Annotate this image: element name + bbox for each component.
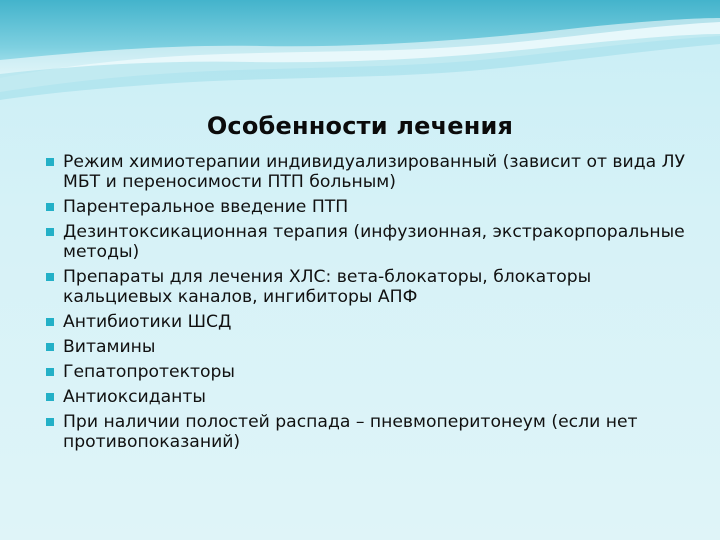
list-item: [44, 152, 704, 192]
square-bullet-icon: [46, 273, 54, 281]
square-bullet-icon: [46, 318, 54, 326]
bullet-text: Витамины: [63, 337, 156, 357]
slide-title: Особенности лечения: [206, 112, 514, 140]
square-bullet-icon: [46, 368, 54, 376]
bullet-text: Гепатопротекторы: [63, 362, 235, 382]
square-bullet-icon: [46, 228, 54, 236]
list-item: [44, 412, 704, 452]
bullet-text: Антиоксиданты: [63, 387, 206, 407]
square-bullet-icon: [46, 418, 54, 426]
list-item: [44, 337, 704, 357]
bullet-text: Парентеральное введение ПТП: [63, 197, 349, 217]
list-item: [44, 362, 704, 382]
bullet-text: При наличии полостей распада – пневмоперитонеум (если нет противопоказаний): [63, 412, 638, 452]
square-bullet-icon: [46, 203, 54, 211]
bullet-text: Дезинтоксикационная терапия (инфузионная, экстракорпоральные методы): [63, 222, 685, 262]
list-item: [44, 312, 704, 332]
square-bullet-icon: [46, 343, 54, 351]
bullet-text: Препараты для лечения ХЛС: вета-блокаторы, блокаторы кальциевых каналов, ингибиторы АПФ: [63, 267, 592, 307]
square-bullet-icon: [46, 393, 54, 401]
list-item: [44, 267, 704, 307]
list-item: [44, 222, 704, 262]
header-wave-decoration: [0, 0, 720, 120]
bullet-text: Антибиотики ШСД: [63, 312, 232, 332]
list-item: [44, 387, 704, 407]
list-item: [44, 197, 704, 217]
bullet-text: Режим химиотерапии индивидуализированный (зависит от вида ЛУ МБТ и переносимости ПТП больным): [63, 152, 686, 192]
bullet-list: [44, 152, 704, 457]
square-bullet-icon: [46, 158, 54, 166]
